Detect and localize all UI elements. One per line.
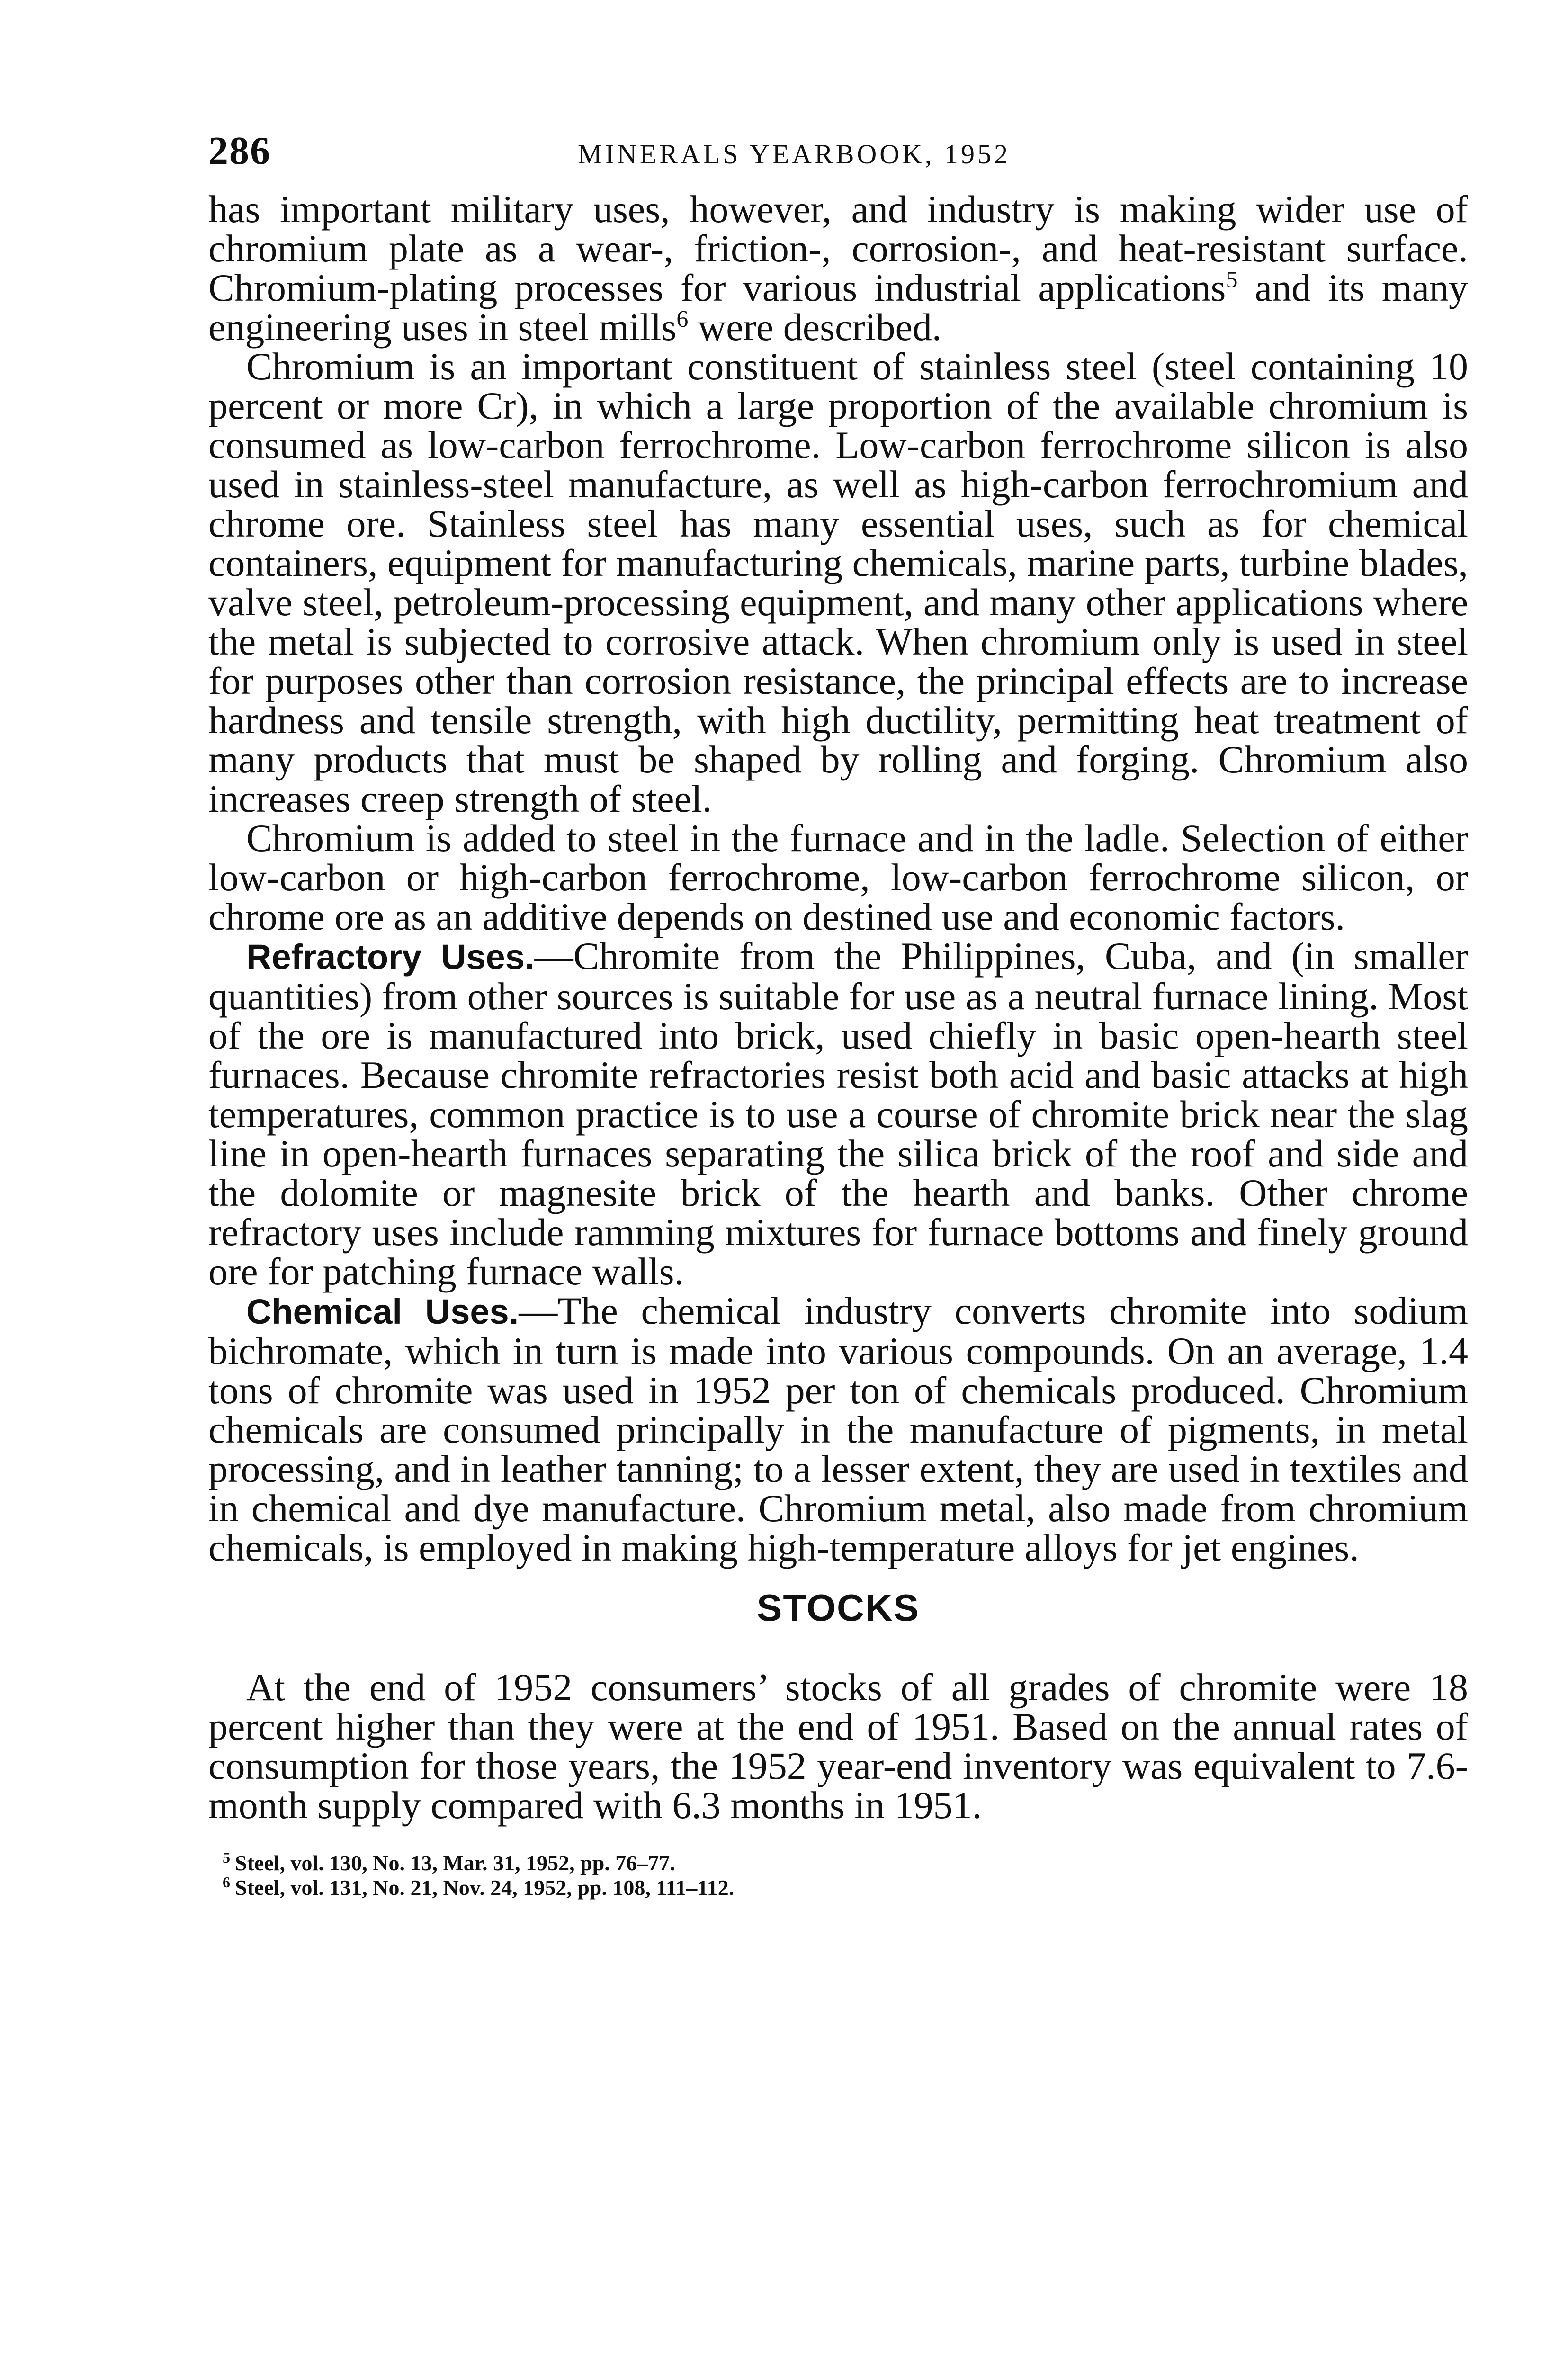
footnote-ref: 6 [676,305,689,332]
footnote-ref: 5 [1226,266,1238,293]
footnote-text: Steel, vol. 130, No. 13, Mar. 31, 1952, pp. 76–77. [235,1851,675,1875]
page [208,128,1468,1900]
paragraph-stainless-steel: Chromium is an important constituent of stainless steel (steel containing 10 percent or more Cr), in which a large proportion of the available chromium is consumed as low-carbon ferrochrome. Low-carbon ferrochrome silicon is also used in stainless-steel manufacture, as well as high-carbon ferrochromium and chrome ore. Stainless steel has many essential uses, such as for chemical containers, equipment for manufacturing chemicals, marine parts, turbine blades, valve steel, petroleum-processing equipment, and many other applications where the metal is subjected to corrosive attack. When chromium only is used in steel for purposes other than corrosion resistance, the principal effects are to increase hardness and tensile strength, with high ductility, permitting heat treatment of many products that must be shaped by rolling and forging. Chromium also increases creep strength of steel. [208,345,1468,820]
page-number: 286 [208,129,271,173]
footnote-mark: 5 [223,1848,230,1866]
page-header [208,128,1468,189]
run-in-heading: Chemical Uses. [246,1292,519,1331]
paragraph-chemical-uses [208,1291,1468,1567]
footnote [223,1848,1468,1875]
paragraph-text: —The chemical industry converts chromite into sodium bichromate, which in turn is made into various compounds. On an average, 1.4 tons of chromite was used in 1952 per ton of chemicals produced. Chromium chemicals are consumed principally in the manufacture of pigments, in metal processing, and in leather tanning; to a lesser extent, they are used in textiles and in chemical and dye manufacture. Chromium metal, also made from chromium chemicals, is employed in making high-temperature alloys for jet engines. [208,1289,1468,1569]
footnote-mark: 6 [223,1873,230,1891]
footnotes [208,1848,1468,1900]
paragraph-military-uses [208,189,1468,347]
running-title: MINERALS YEARBOOK, 1952 [578,139,1011,170]
footnote [223,1875,1468,1900]
paragraph-text: and its many engineering uses in steel mills [208,266,1468,349]
footnote-text: Steel, vol. 131, No. 21, Nov. 24, 1952, pp. 108, 111–112. [235,1875,735,1900]
run-in-heading: Refractory Uses. [246,937,535,977]
paragraph-steel-additive: Chromium is added to steel in the furnace and in the ladle. Selection of either low-carbon or high-carbon ferrochrome, low-carbon ferrochrome silicon, or chrome ore as an additive depends on destined use and economic factors. [208,816,1468,938]
section-heading-stocks: STOCKS [757,1587,920,1629]
paragraph-refractory-uses [208,936,1468,1291]
paragraph-text: were described. [688,305,942,349]
body-text [208,189,1468,1825]
paragraph-stocks: At the end of 1952 consumers’ stocks of all grades of chromite were 18 percent higher than they were at the end of 1951. Based on the annual rates of consumption for those years, the 1952 year-end inventory was equivalent to 7.6-month supply compared with 6.3 months in 1951. [208,1666,1468,1827]
paragraph-text: —Chromite from the Philippines, Cuba, and (in smaller quantities) from other sources is suitable for use as a neutral furnace lining. Most of the ore is manufactured into brick, used chiefly in basic open-hearth steel furnaces. Because chromite refractories resist both acid and basic attacks at high temperatures, common practice is to use a course of chromite brick near the slag line in open-hearth furnaces separating the silica brick of the roof and side and the dolomite or magnesite brick of the hearth and banks. Other chrome refractory uses include ramming mixtures for furnace bottoms and finely ground ore for patching furnace walls. [208,934,1468,1293]
paragraph-text: has important military uses, however, and industry is making wider use of chromium plate as a wear-, friction-, corrosion-, and heat-resistant surface. Chromium-plating processes for various industrial applications [208,188,1468,309]
